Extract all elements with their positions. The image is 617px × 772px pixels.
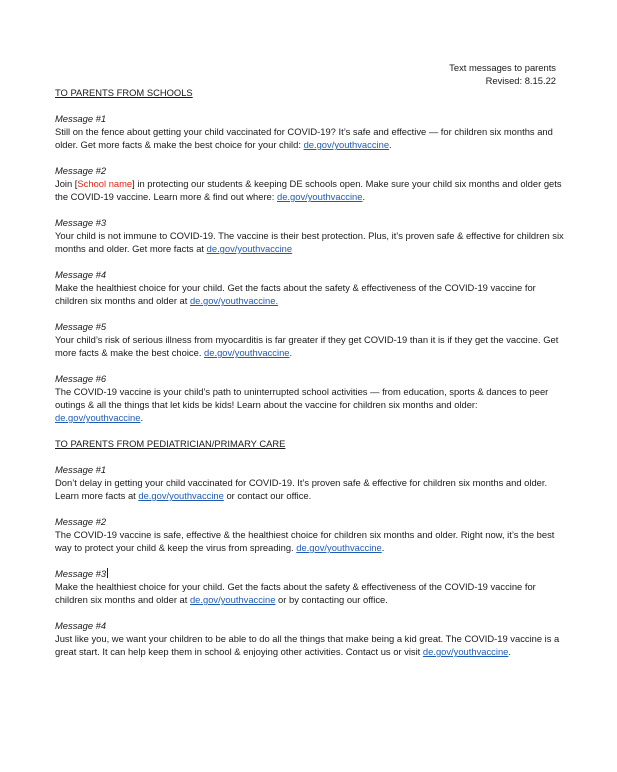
message-text-segment: Join [ (55, 178, 78, 189)
message-text-segment: The COVID-19 vaccine is safe, effective & the healthiest choice for children six months and older. Right now, it’s the best way to protect your child & keep the virus from spreading. (55, 529, 555, 553)
message-text-segment: Still on the fence about getting your child vaccinated for COVID-19? It’s safe and effective — for children six months and older. Get more facts & make the best choice for your child: (55, 126, 553, 150)
message-title-text: Message #5 (55, 321, 107, 332)
document-header (449, 62, 556, 87)
message-text (55, 125, 565, 151)
message-title-text: Message #1 (55, 113, 107, 124)
message-title-text: Message #4 (55, 620, 107, 631)
message-text-segment: The COVID-19 vaccine is your child’s path to uninterrupted school activities — from education, sports & dances to peer outings & all the things that let kids be kids! Learn about the vaccine for children six months and older: (55, 386, 549, 410)
message-title-text: Message #6 (55, 373, 107, 384)
message-text-segment: . (362, 191, 366, 202)
message-block (55, 567, 565, 606)
youthvaccine-link[interactable]: de.gov/youthvaccine (296, 542, 382, 553)
message-block (55, 619, 565, 658)
message-title (55, 268, 565, 281)
message-text-segment: . (289, 347, 293, 358)
message-title (55, 164, 565, 177)
message-text-segment: or contact our office. (223, 490, 312, 501)
message-text (55, 281, 565, 307)
message-title (55, 216, 565, 229)
message-block (55, 216, 565, 255)
message-title-text: Message #3 (55, 217, 107, 228)
message-text (55, 580, 565, 606)
message-text-segment: Just like you, we want your children to be able to do all the things that make being a kid great. The COVID-19 vaccine is a great start. It can help keep them in school & enjoying other activities. Contact us or visit (55, 633, 560, 657)
document-body (55, 86, 565, 671)
message-block (55, 320, 565, 359)
message-title (55, 619, 565, 632)
message-text-segment: Your child’s risk of serious illness from myocarditis is far greater if they get COVID-19 than it is if they get the vaccine. Get more facts & make the best choice. (55, 334, 559, 358)
message-text-segment: Don’t delay in getting your child vaccinated for COVID-19. It’s proven safe & effective for children six months and older. Learn more facts at (55, 477, 548, 501)
message-text (55, 528, 565, 554)
message-block (55, 515, 565, 554)
youthvaccine-link[interactable]: de.gov/youthvaccine (55, 412, 141, 423)
message-title (55, 112, 565, 125)
message-text (55, 476, 565, 502)
revised-date: Revised: 8.15.22 (485, 74, 556, 86)
message-text-segment: . (508, 646, 511, 657)
message-block (55, 112, 565, 151)
youthvaccine-link[interactable]: de.gov/youthvaccine (422, 646, 509, 657)
message-title-text: Message #2 (55, 165, 107, 176)
message-text-segment: . (389, 139, 392, 150)
message-text (55, 333, 565, 359)
youthvaccine-link[interactable]: de.gov/youthvaccine (303, 139, 390, 150)
message-title (55, 463, 565, 476)
message-text (55, 385, 565, 424)
message-text-segment: Your child is not immune to COVID-19. The vaccine is their best protection. Plus, it’s proven safe & effective for children six months and older. Get more facts at (55, 230, 564, 254)
message-block (55, 164, 565, 203)
youthvaccine-link[interactable]: de.gov/youthvaccine (276, 191, 363, 202)
message-text (55, 177, 565, 203)
text-cursor (107, 568, 108, 578)
message-title-text: Message #2 (55, 516, 107, 527)
message-text (55, 632, 565, 658)
message-title (55, 515, 565, 528)
youthvaccine-link[interactable]: de.gov/youthvaccine (189, 594, 276, 605)
message-text (55, 229, 565, 255)
message-title (55, 567, 565, 580)
message-text-segment: or by contacting our office. (275, 594, 388, 605)
section-title: TO PARENTS FROM SCHOOLS (55, 87, 193, 98)
message-title (55, 320, 565, 333)
message-text-segment: . (381, 542, 385, 553)
message-title (55, 372, 565, 385)
message-text-segment: . (140, 412, 144, 423)
message-block (55, 268, 565, 307)
message-text-segment: Make the healthiest choice for your child. Get the facts about the safety & effectiveness of the COVID-19 vaccine for children six months and older at (55, 581, 536, 605)
message-title-text: Message #3 (55, 568, 107, 579)
youthvaccine-link[interactable]: de.gov/youthvaccine (138, 490, 224, 501)
message-title-text: Message #4 (55, 269, 107, 280)
message-text-segment: Make the healthiest choice for your child. Get the facts about the safety & effectiveness of the COVID-19 vaccine for children six months and older at (55, 282, 536, 306)
youthvaccine-link[interactable]: de.gov/youthvaccine. (189, 295, 279, 306)
message-block (55, 372, 565, 424)
message-block (55, 463, 565, 502)
school-name-placeholder: School name (77, 178, 133, 189)
youthvaccine-link[interactable]: de.gov/youthvaccine (206, 243, 293, 254)
youthvaccine-link[interactable]: de.gov/youthvaccine (204, 347, 290, 358)
message-text-segment: ] in protecting our students & keeping DE schools open. Make sure your child six months and older gets the COVID-19 vaccine. Learn more & find out where: (55, 178, 562, 202)
header-line-1: Text messages to parents (449, 62, 556, 73)
message-title-text: Message #1 (55, 464, 107, 475)
section-title: TO PARENTS FROM PEDIATRICIAN/PRIMARY CARE (55, 438, 286, 449)
